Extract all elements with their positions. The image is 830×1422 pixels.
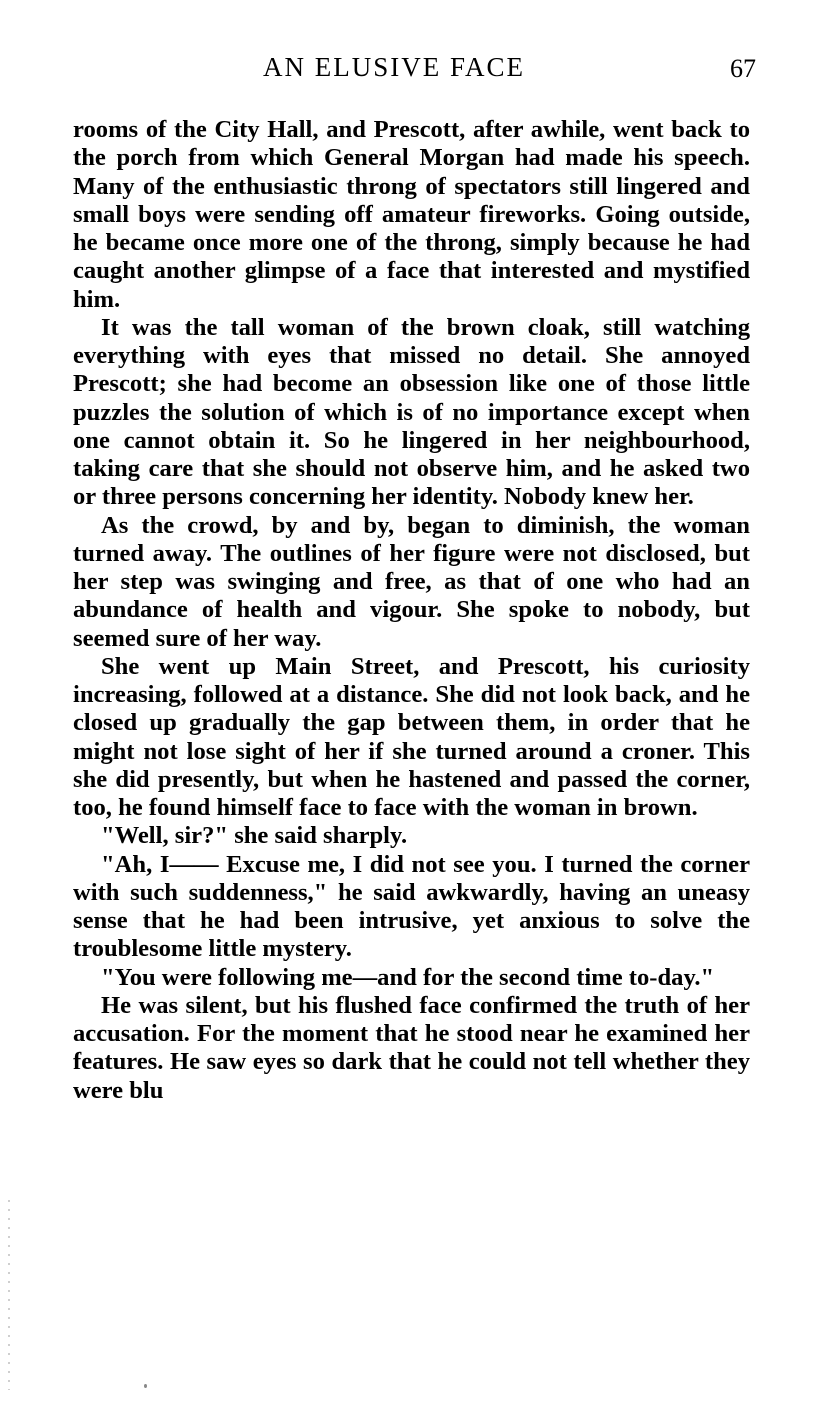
running-title: AN ELUSIVE FACE xyxy=(263,52,525,82)
paragraph-8: He was silent, but his flushed face confirmed the truth of her accusation. For the moment that he stood near he examined her features. He saw eyes so dark that he could not tell whether they were blu xyxy=(73,991,750,1104)
paragraph-5: "Well, sir?" she said sharply. xyxy=(101,822,408,850)
paragraph-4: She went up Main Street, and Prescott, his curiosity increasing, followed at a distance. She did not look back, and he closed up gradually the gap between them, in order that he might not lose sight of her if she turned around a croner. This she did presently, but when he hastened and passed the corner, too, he found himself face to face with the woman in brown. xyxy=(73,652,750,821)
paragraph-2: It was the tall woman of the brown cloak, still watching everything with eyes that missed no detail. She annoyed Prescott; she had become an obsession like one of those little puzzles the solution of which is of no importance except when one cannot obtain it. So he lingered in her neighbourhood, taking care that she should not observe him, and he asked two or three persons concerning her identity. Nobody knew her. xyxy=(73,313,750,511)
page-number: 67 xyxy=(730,54,756,83)
scan-edge-artifact xyxy=(8,1200,10,1390)
paragraph-7: "You were following me—and for the second time to-day." xyxy=(101,963,715,991)
paragraph-3: As the crowd, by and by, began to diminish, the woman turned away. The outlines of her figure were not disclosed, but her step was swinging and free, as that of one who had an abundance of health and vigour. She spoke to nobody, but seemed sure of her way. xyxy=(73,511,750,652)
scan-dot-artifact xyxy=(144,1384,147,1388)
running-head xyxy=(72,52,756,92)
paragraph-1: rooms of the City Hall, and Prescott, after awhile, went back to the porch from which General Morgan had made his speech. Many of the enthusiastic throng of spectators still lingered and small boys were sending off amateur fireworks. Going outside, he became once more one of the throng, simply because he had caught another glimpse of a face that interested and mystified him. xyxy=(73,116,750,313)
paragraph-6: "Ah, I—— Excuse me, I did not see you. I turned the corner with such suddenness," he said awkwardly, having an uneasy sense that he had been intrusive, yet anxious to solve the troublesome little mystery. xyxy=(73,850,750,963)
body-text xyxy=(73,116,750,1105)
